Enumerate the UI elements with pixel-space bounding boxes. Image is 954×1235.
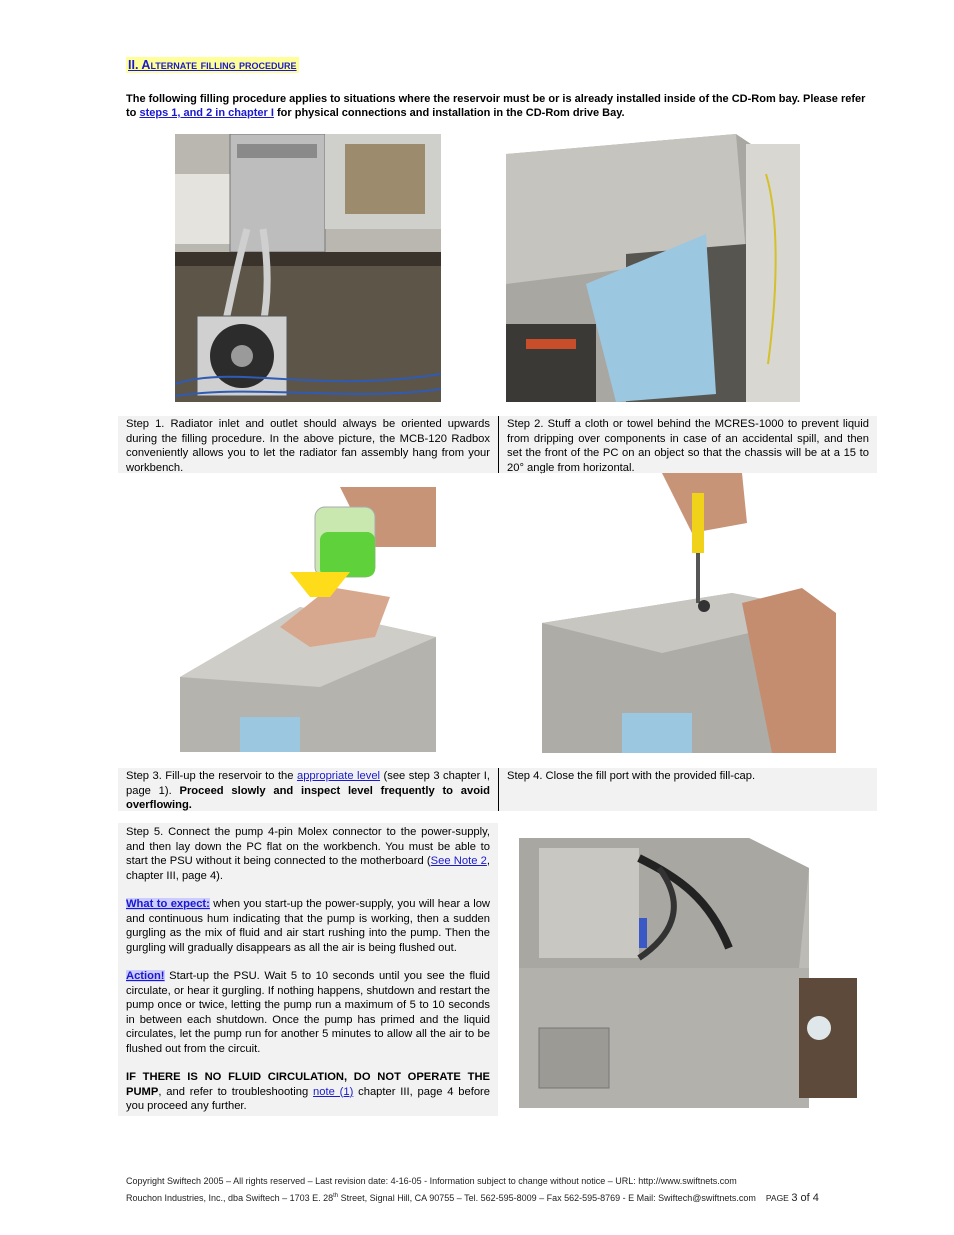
chapter-i-steps-link[interactable]: steps 1, and 2 in chapter I — [139, 107, 274, 119]
intro-text-before: The following filling procedure applies to situations where the reservoir must be or is already installed inside of the CD-Rom bay. Please refer to — [126, 93, 866, 119]
footer-sup: th — [333, 1193, 339, 1199]
footer-copyright: Copyright Swiftech 2005 – All rights reserved – Last revision date: 4-16-05 - Information subject to change without notice – URL: http://www.swiftnets.com — [126, 1176, 737, 1186]
photo-closing-fill-port — [542, 473, 836, 753]
warning-paragraph — [126, 1070, 490, 1114]
page-footer — [126, 1174, 819, 1206]
intro-paragraph — [126, 92, 866, 120]
step-5-text-b: , chapter III, page 4). — [126, 855, 490, 882]
footer-address-a: Rouchon Industries, Inc., dba Swiftech – 1703 E. 28 — [126, 1193, 334, 1203]
step-3-text-a: Step 3. Fill-up the reservoir to the — [126, 770, 297, 782]
step-3-text-b: (see step 3 chapter I, page 1). — [126, 770, 490, 797]
intro-text-after: for physical connections and installation in the CD-Rom drive Bay. — [273, 107, 625, 119]
step-5-block — [118, 823, 498, 1116]
page-label: PAGE — [765, 1193, 789, 1203]
step-3-warning: Proceed slowly and inspect level frequently to avoid overflowing. — [126, 784, 490, 811]
step-3-caption — [118, 768, 498, 811]
action-text: Start-up the PSU. Wait 5 to 10 seconds until you see the fluid circulate, or hear it gurgling. If nothing happens, shutdown and restart the pump once or twice, letting the pump run a maximum of 5 to 10 seconds in between each shutdown. Once the pump has primed and the liquid circulates, let the pump run for another 5 minutes to allow all the air to be flushed out from the circuit. — [126, 970, 490, 1055]
note-1-link[interactable]: note (1) — [313, 1085, 354, 1098]
see-note-2-link[interactable]: See Note 2 — [430, 855, 487, 867]
footer-address — [126, 1189, 819, 1206]
what-to-expect-paragraph — [126, 897, 490, 955]
action-paragraph — [126, 969, 490, 1056]
step-5-text-a: Step 5. Connect the pump 4-pin Molex connector to the power-supply, and then lay down the PC flat on the workbench. You must be able to start the PSU without it being connected to the motherboard ( — [126, 826, 490, 867]
warning-text-a: , and refer to troubleshooting — [158, 1085, 314, 1098]
what-to-expect-label: What to expect: — [126, 898, 210, 910]
appropriate-level-link[interactable]: appropriate level — [296, 770, 381, 782]
photo-filling-reservoir — [180, 487, 436, 752]
warning-bold: IF THERE IS NO FLUID CIRCULATION, DO NOT OPERATE THE PUMP — [126, 1071, 490, 1098]
footer-address-b: Street, Signal Hill, CA 90755 – Tel. 562-595-8009 – Fax 562-595-8769 - E Mail: Swiftech@swiftnets.com — [338, 1193, 756, 1203]
action-label: Action! — [126, 970, 165, 982]
photo-chassis-flat — [519, 838, 857, 1108]
step-1-caption: Step 1. Radiator inlet and outlet should always be oriented upwards during the filling procedure. In the above picture, the MCB-120 Radbox conveniently allows you to let the radiator fan assembly hang from your workbench. — [118, 416, 498, 473]
photo-towel-in-chassis — [506, 134, 800, 402]
step-4-caption: Step 4. Close the fill port with the provided fill-cap. — [499, 768, 877, 811]
step-5-paragraph — [126, 825, 490, 883]
what-to-expect-text: when you start-up the power-supply, you will hear a low and continuous hum indicating that the pump is working, then a sudden gurgling as the mix of fluid and air start rushing into the pump. Then the gurgling will gradually disappears as all the air is being flushed out. — [126, 898, 490, 954]
photo-radiator-hanging — [175, 134, 441, 402]
step-2-caption: Step 2. Stuff a cloth or towel behind the MCRES-1000 to prevent liquid from dripping over components in case of an accidental spill, and then set the front of the PC on an object so that the chassis will be at a 15 to 20° angle from horizontal. — [499, 416, 877, 473]
page-number: 3 of 4 — [791, 1192, 819, 1204]
warning-text-b: chapter III, page 4 before you proceed any further. — [126, 1085, 491, 1112]
section-heading: II. Alternate filling procedure — [128, 58, 297, 72]
